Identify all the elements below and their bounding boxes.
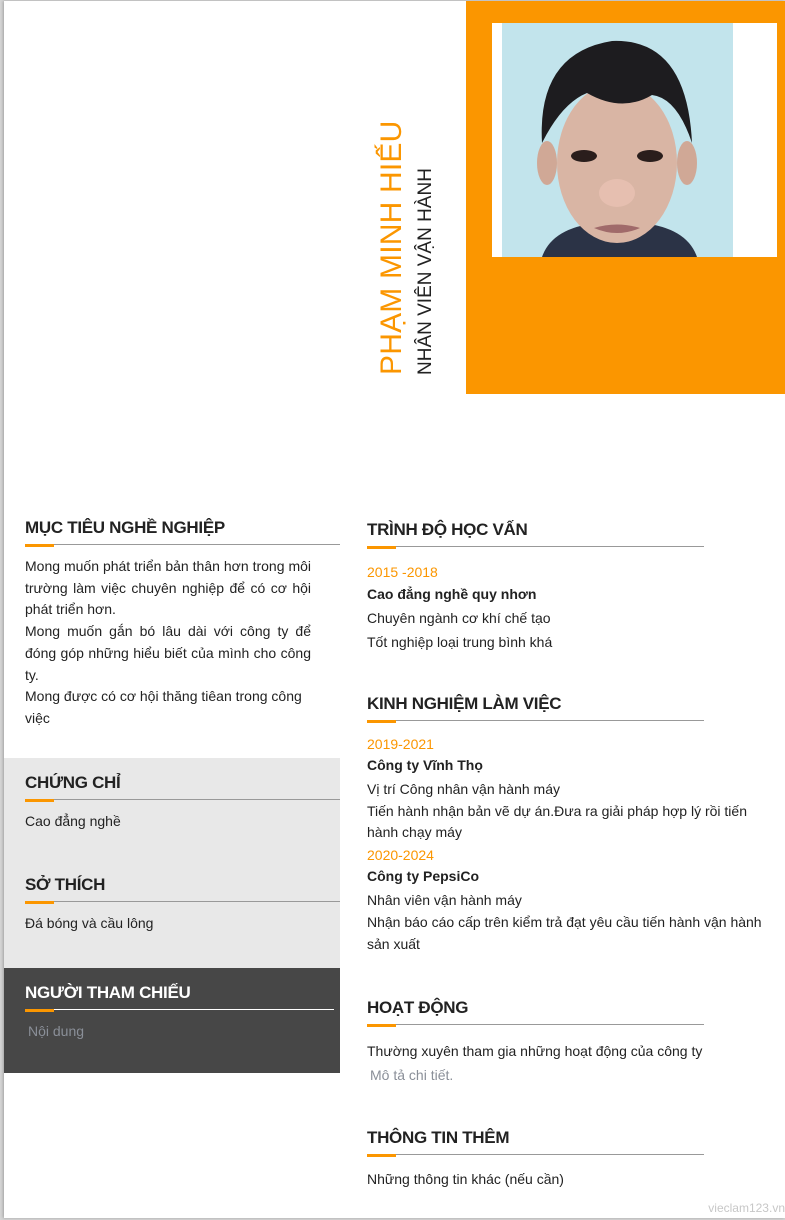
experience-date: 2019-2021: [367, 736, 434, 752]
section-education: [367, 520, 777, 654]
section-divider: [367, 1024, 704, 1026]
grey-panel: [4, 758, 340, 968]
certificate-item: Cao đẳng nghề: [25, 813, 121, 829]
section-title: MỤC TIÊU NGHỀ NGHIỆP: [25, 518, 225, 537]
avatar: [502, 23, 733, 257]
section-title: THÔNG TIN THÊM: [367, 1128, 510, 1147]
candidate-name: PHẠM MINH HIẾU: [375, 120, 408, 375]
section-title: TRÌNH ĐỘ HỌC VẤN: [367, 520, 528, 539]
section-title: NGƯỜI THAM CHIẾU: [25, 983, 191, 1002]
experience-description: Nhận báo cáo cấp trên kiểm trả đạt yêu cầu tiến hành vận hành sản xuất: [367, 913, 762, 952]
section-certificates: [4, 758, 340, 833]
experience-role: Nhân viên vận hành máy: [367, 891, 522, 908]
education-result: Tốt nghiệp loại trung bình khá: [367, 634, 553, 650]
additional-content: Những thông tin khác (nếu cần): [367, 1171, 564, 1187]
experience-date: 2020-2024: [367, 847, 434, 864]
experience-company: Công ty Vĩnh Thọ: [367, 757, 483, 773]
hobby-item: Đá bóng và cầu lông: [25, 914, 154, 931]
section-experience: [367, 694, 777, 955]
education-major: Chuyên ngành cơ khí chế tạo: [367, 610, 551, 626]
section-hobbies: [4, 833, 340, 935]
section-divider: [25, 799, 340, 801]
section-divider: [367, 1154, 704, 1156]
section-divider: [25, 1009, 334, 1011]
objective-paragraph: Mong muốn phát triển bản thân hơn trong môi trường làm việc chuyên nghiệp để có cơ hội phát triển hơn.: [25, 558, 311, 618]
section-additional-info: [367, 1128, 777, 1191]
section-references: [4, 968, 340, 1073]
section-objective: [4, 518, 340, 730]
avatar-frame: [492, 23, 777, 257]
section-divider: [25, 544, 340, 546]
candidate-position: NHÂN VIÊN VẬN HÀNH: [415, 168, 436, 375]
experience-role: Vị trí Công nhân vận hành máy: [367, 780, 561, 797]
section-title: CHỨNG CHỈ: [25, 773, 121, 792]
section-divider: [25, 901, 340, 903]
section-activities: [367, 998, 777, 1087]
activities-placeholder: Mô tả chi tiết.: [370, 1067, 454, 1083]
section-title: KINH NGHIỆM LÀM VIỆC: [367, 694, 562, 713]
section-title: HOẠT ĐỘNG: [367, 998, 469, 1017]
experience-item: [367, 844, 777, 955]
experience-item: [367, 733, 777, 844]
experience-description: Tiến hành nhận bản vẽ dự án.Đưa ra giải pháp hợp lý rồi tiến hành chạy máy: [367, 802, 747, 841]
activities-content: Thường xuyên tham gia những hoạt động của công ty: [367, 1043, 703, 1059]
references-content: Nội dung: [28, 1023, 85, 1039]
objective-paragraph: Mong được có cơ hội thăng tiêan trong công việc: [25, 688, 302, 726]
avatar-portrait-icon: [502, 23, 733, 257]
watermark: vieclam123.vn: [708, 1201, 785, 1215]
cv-page: [4, 1, 785, 1218]
education-date: 2015 -2018: [367, 564, 438, 580]
experience-company: Công ty PepsiCo: [367, 868, 480, 885]
objective-paragraph: Mong muốn gắn bó lâu dài với công ty để đóng góp những hiểu biết của mình cho công ty.: [25, 623, 311, 683]
section-title: SỞ THÍCH: [25, 874, 106, 894]
section-divider: [367, 720, 704, 722]
section-divider: [367, 546, 704, 548]
education-school: Cao đẳng nghề quy nhơn: [367, 586, 537, 602]
